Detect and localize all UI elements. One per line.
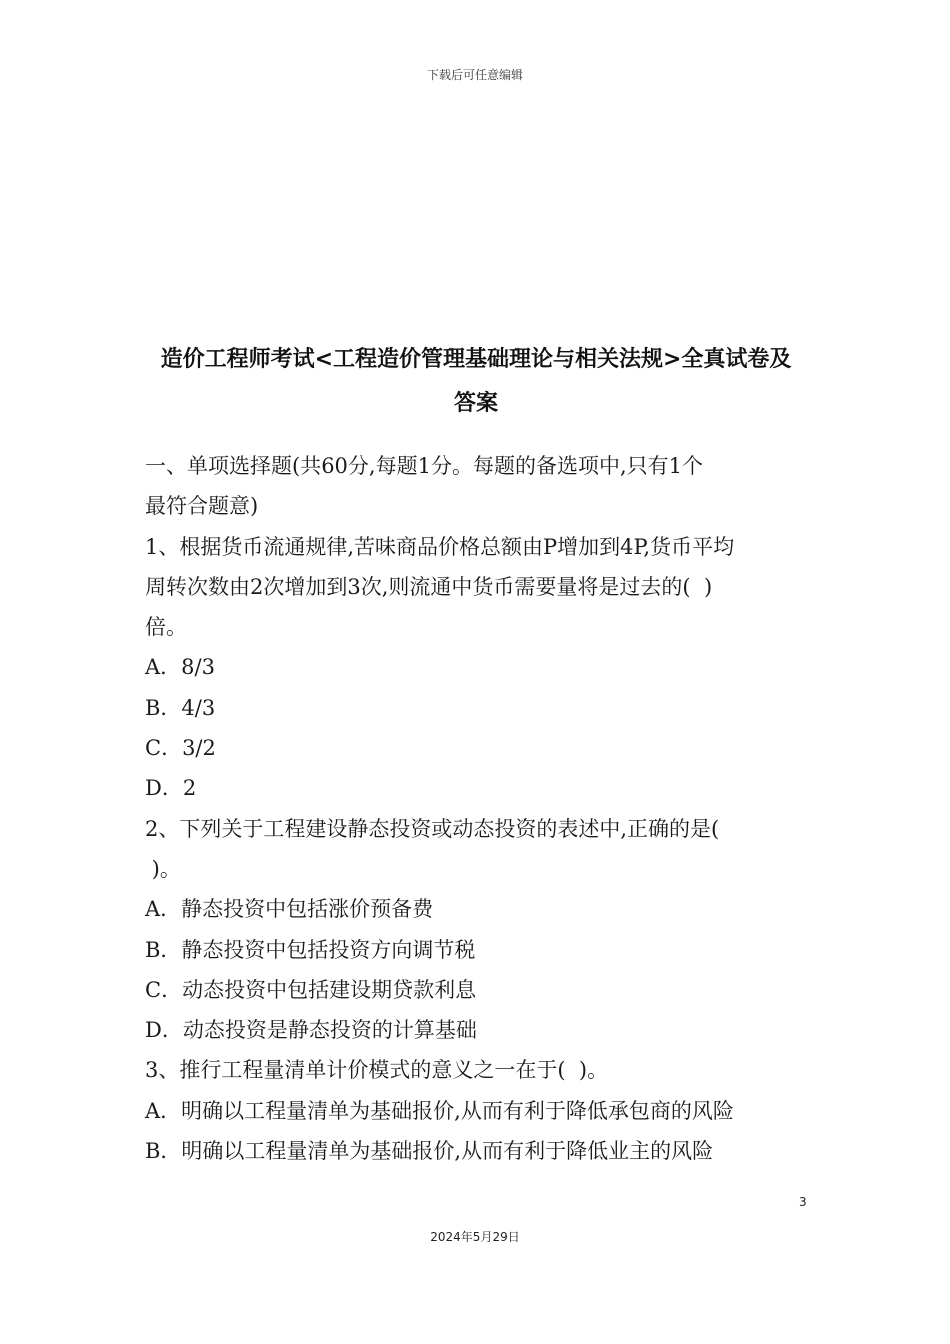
question-2-stem: 2、下列关于工程建设静态投资或动态投资的表述中,正确的是( <box>145 816 720 841</box>
exam-body <box>145 446 810 1171</box>
question-3-stem: 3、推行工程量清单计价模式的意义之一在于( )。 <box>145 1058 609 1083</box>
document-title <box>145 338 807 426</box>
question-1-stem: 1、根据货币流通规律,苦味商品价格总额由P增加到4P,货币平均 <box>145 534 735 559</box>
section-heading: 一、单项选择题(共60分,每题1分。每题的备选项中,只有1个 <box>145 454 703 478</box>
title-line-1: 造价工程师考试<工程造价管理基础理论与相关法规>全真试卷及 <box>160 347 792 372</box>
question-3-option-a: A．明确以工程量清单为基础报价,从而有利于降低承包商的风险 <box>145 1098 734 1123</box>
question-2-stem-cont: )。 <box>145 856 181 881</box>
question-1-stem-cont: 周转次数由2次增加到3次,则流通中货币需要量将是过去的( ) <box>145 574 713 599</box>
header-note: 下载后可任意编辑 <box>426 68 523 82</box>
page-number: 3 <box>799 1195 807 1209</box>
question-2-option-a: A．静态投资中包括涨价预备费 <box>145 897 434 922</box>
question-1-option-b: B．4/3 <box>145 695 216 720</box>
question-1-option-c: C．3/2 <box>145 736 216 761</box>
section-heading-cont: 最符合题意) <box>145 494 259 519</box>
question-2-option-d: D．动态投资是静态投资的计算基础 <box>145 1018 477 1043</box>
question-3-option-b: B．明确以工程量清单为基础报价,从而有利于降低业主的风险 <box>145 1139 714 1164</box>
footer-date: 2024年5月29日 <box>430 1230 520 1244</box>
title-line-2: 答案 <box>453 391 498 416</box>
question-2-option-b: B．静态投资中包括投资方向调节税 <box>145 937 476 962</box>
question-1-option-a: A．8/3 <box>145 655 215 680</box>
question-2-option-c: C．动态投资中包括建设期贷款利息 <box>145 977 477 1002</box>
question-1-stem-end: 倍。 <box>145 615 187 640</box>
question-1-option-d: D．2 <box>145 776 197 801</box>
